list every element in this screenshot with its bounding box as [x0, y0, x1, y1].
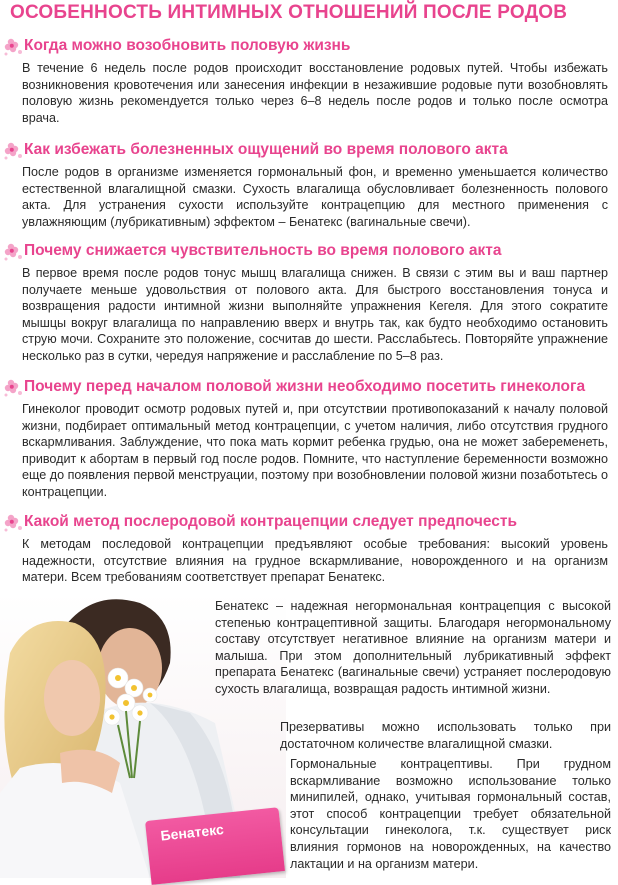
flower-icon: [2, 36, 24, 58]
benatex-paragraph: Бенатекс – надежная негормональная контрацепция с высокой степенью контрацептивной защиты. Благодаря негормональному составу отсутствует негативное влияние на организм матери и малыша. При этом дополнительный лубрикативный эффект препарата Бенатекс (вагинальные свечи) устраняет послеродовую сухость влагалища, возвращая радость интимной жизни.: [215, 599, 611, 696]
flower-icon: [2, 140, 24, 162]
hormonal-paragraph: Гормональные контрацептивы. При грудном вскармливание возможно использование только минипилей, однако, учитывая гормональный состав, этот способ контрацепции требует обязательной консультации гинеколога, т.к. существует риск влияния гормонов на новорожденных, на качество лактации и на организм матери.: [290, 757, 611, 871]
section-sensitivity: [0, 241, 618, 365]
section-contraception-method: [0, 512, 618, 586]
section-heading: Почему перед началом половой жизни необходимо посетить гинеколога: [24, 378, 586, 395]
section-resume-intimacy: [0, 36, 618, 126]
section-heading: Почему снижается чувствительность во время полового акта: [24, 242, 502, 259]
section-heading: Какой метод послеродовой контрацепции следует предпочесть: [24, 513, 517, 530]
section-heading: Как избежать болезненных ощущений во время полового акта: [24, 141, 508, 158]
section-heading: Когда можно возобновить половую жизнь: [24, 37, 351, 54]
section-text: К методам последовой контрацепции предъявляют особые требования: высокий уровень надежности, отсутствие влияния на грудное вскармливание, новорожденного и на организм матери. Всем требованиям соответствует препарат Бенатекс.: [22, 537, 608, 585]
section-text: В первое время после родов тонус мышц влагалища снижен. В связи с этим вы и ваш партнер получаете меньше удовольствия от полового акта. Для быстрого восстановления тонуса и возвращения радости интимной жизни выполняйте упражнения Кегеля. Для этого сократите мышцы вокруг влагалища по направлению вверх и внутрь так, как будто необходимо остановить струю мочи. Сохраните это положение, сосчитав до шести. Расслабьтесь. Повторяйте упражнение несколько раз в сутки, чередуя напряжение и расслабление по 5–8 раз.: [22, 266, 608, 363]
flower-icon: [2, 377, 24, 399]
section-text: После родов в организме изменяется гормональный фон, и временно уменьшается количество естественной влагалищной смазки. Сухость влагалища обусловливает болезненность полового акта. Для устранения сухости используйте контрацепцию для местного применения с увлажняющим (лубрикативным) эффектом – Бенатекс (вагинальные свечи).: [22, 165, 608, 229]
section-text: В течение 6 недель после родов происходит восстановление родовых путей. Чтобы избежать возникновения кровотечения или занесения инфекции в незажившие родовые пути возобновлять половую жизнь рекомендуется только через 6–8 недель после родов и только после осмотра врача.: [22, 61, 608, 125]
pack-label: Бенатекс: [159, 821, 225, 844]
page-title: ОСОБЕННОСТЬ ИНТИМНЫХ ОТНОШЕНИЙ ПОСЛЕ РОДОВ: [10, 2, 568, 23]
section-avoid-pain: [0, 140, 618, 230]
section-gynecologist: [0, 377, 618, 501]
flower-icon: [2, 241, 24, 263]
condoms-paragraph: Презервативы можно использовать только при достаточном количестве влагалищной смазки.: [280, 720, 611, 751]
flower-icon: [2, 512, 24, 534]
section-text: Гинеколог проводит осмотр родовых путей и, при отсутствии противопоказаний к началу половой жизни, подбирает оптимальный метод контрацепции, с учетом наличия, либо отсутствия грудного вскармливания. Заблуждение, что пока мать кормит ребенка грудью, она не может забеременеть, приводит к абортам в первый год после родов. Помните, что наступление беременности возможно еще до появления первой менструации, поэтому при возобновлении половой жизни позаботьтесь о контрацепции.: [22, 402, 608, 499]
